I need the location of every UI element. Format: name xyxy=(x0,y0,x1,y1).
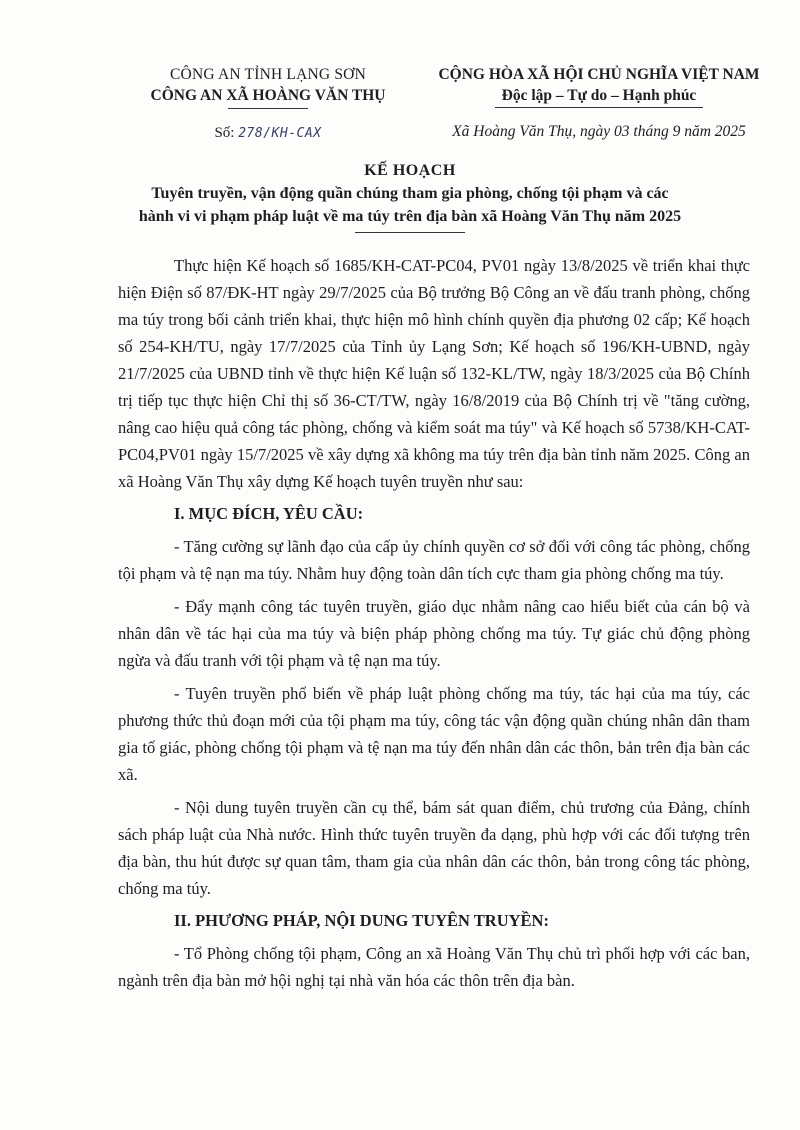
place-and-date: Xã Hoàng Văn Thụ, ngày 03 tháng 9 năm 2025 xyxy=(452,123,746,140)
document-body xyxy=(118,252,750,1000)
document-subject-line-1: Tuyên truyền, vận động quần chúng tham gia phòng, chống tội phạm và các xyxy=(151,185,669,202)
document-number-value: 278/KH-CAX xyxy=(238,126,322,141)
national-motto: Độc lập – Tự do – Hạnh phúc xyxy=(501,87,697,104)
section-1-item: - Nội dung tuyên truyền cần cụ thể, bám sát quan điểm, chủ trương của Đảng, chính sách pháp luật của Nhà nước. Hình thức tuyên truyền đa dạng, phù hợp với các đối tượng trên địa bàn, thu hút được sự quan tâm, tham gia của nhân dân các thôn, bản trong công tác phòng, chống ma túy. xyxy=(118,798,750,898)
national-title: CỘNG HÒA XÃ HỘI CHỦ NGHĨA VIỆT NAM xyxy=(438,66,760,83)
section-2-item: - Tổ Phòng chống tội phạm, Công an xã Hoàng Văn Thụ chủ trì phối hợp với các ban, ngành trên địa bàn mở hội nghị tại nhà văn hóa các thôn trên địa bàn. xyxy=(118,944,750,990)
section-2-heading: II. PHƯƠNG PHÁP, NỘI DUNG TUYÊN TRUYỀN: xyxy=(174,911,549,930)
subject-underline xyxy=(355,232,465,233)
section-1-item: - Tăng cường sự lãnh đạo của cấp ủy chính quyền cơ sở đối với công tác phòng, chống tội phạm và tệ nạn ma túy. Nhằm huy động toàn dân tích cực tham gia phòng chống ma túy. xyxy=(118,537,750,583)
document-type: KẾ HOẠCH xyxy=(364,162,456,179)
section-1-heading: I. MỤC ĐÍCH, YÊU CẦU: xyxy=(174,504,364,523)
document-number-label: Số: xyxy=(214,125,239,141)
agency-parent: CÔNG AN TỈNH LẠNG SƠN xyxy=(170,66,366,83)
section-1-item: - Đẩy mạnh công tác tuyên truyền, giáo dục nhằm nâng cao hiểu biết của cán bộ và nhân dân về tác hại của ma túy và biện pháp phòng chống ma túy. Tự giác chủ động phòng ngừa và đấu tranh với tội phạm và tệ nạn ma túy. xyxy=(118,597,750,670)
document-subject-line-2: hành vi vi phạm pháp luật về ma túy trên địa bàn xã Hoàng Văn Thụ năm 2025 xyxy=(138,208,682,225)
intro-paragraph: Thực hiện Kế hoạch số 1685/KH-CAT-PC04, PV01 ngày 13/8/2025 về triển khai thực hiện Điện số 87/ĐK-HT ngày 29/7/2025 của Bộ trưởng Bộ Công an về đấu tranh phòng, chống ma túy trong bối cảnh triển khai, thực hiện mô hình chính quyền địa phương 02 cấp; Kế hoạch số 254-KH/TU, ngày 17/7/2025 của Tỉnh ủy Lạng Sơn; Kế hoạch số 196/KH-UBND, ngày 21/7/2025 của UBND tỉnh về thực hiện Kế luận số 132-KL/TW, ngày 18/3/2025 của Bộ Chính trị tiếp tục thực hiện Chỉ thị số 36-CT/TW, ngày 16/8/2019 của Bộ Chính trị về "tăng cường, nâng cao hiệu quả công tác phòng, chống và kiểm soát ma túy" và Kế hoạch số 5738/KH-CAT-PC04,PV01 ngày 15/7/2025 về xây dựng xã không ma túy trên địa bàn tỉnh năm 2025. Công an xã Hoàng Văn Thụ xây dựng Kế hoạch tuyên truyền như sau: xyxy=(118,256,750,491)
agency-underline xyxy=(228,108,308,109)
agency-name: CÔNG AN XÃ HOÀNG VĂN THỤ xyxy=(150,87,386,104)
issuing-agency-block xyxy=(118,64,418,144)
motto-underline xyxy=(495,107,703,108)
document-header xyxy=(0,64,800,154)
section-1-item: - Tuyên truyền phổ biến về pháp luật phòng chống ma túy, tác hại của ma túy, các phương thức thủ đoạn mới của tội phạm ma túy, công tác vận động quần chúng nhân dân tham gia tố giác, phòng chống tội phạm và tệ nạn ma túy đến nhân dân các thôn, bản trên địa bàn các xã. xyxy=(118,684,750,784)
document-number xyxy=(118,123,418,144)
document-title-block xyxy=(90,160,730,233)
national-header-block xyxy=(418,64,780,142)
